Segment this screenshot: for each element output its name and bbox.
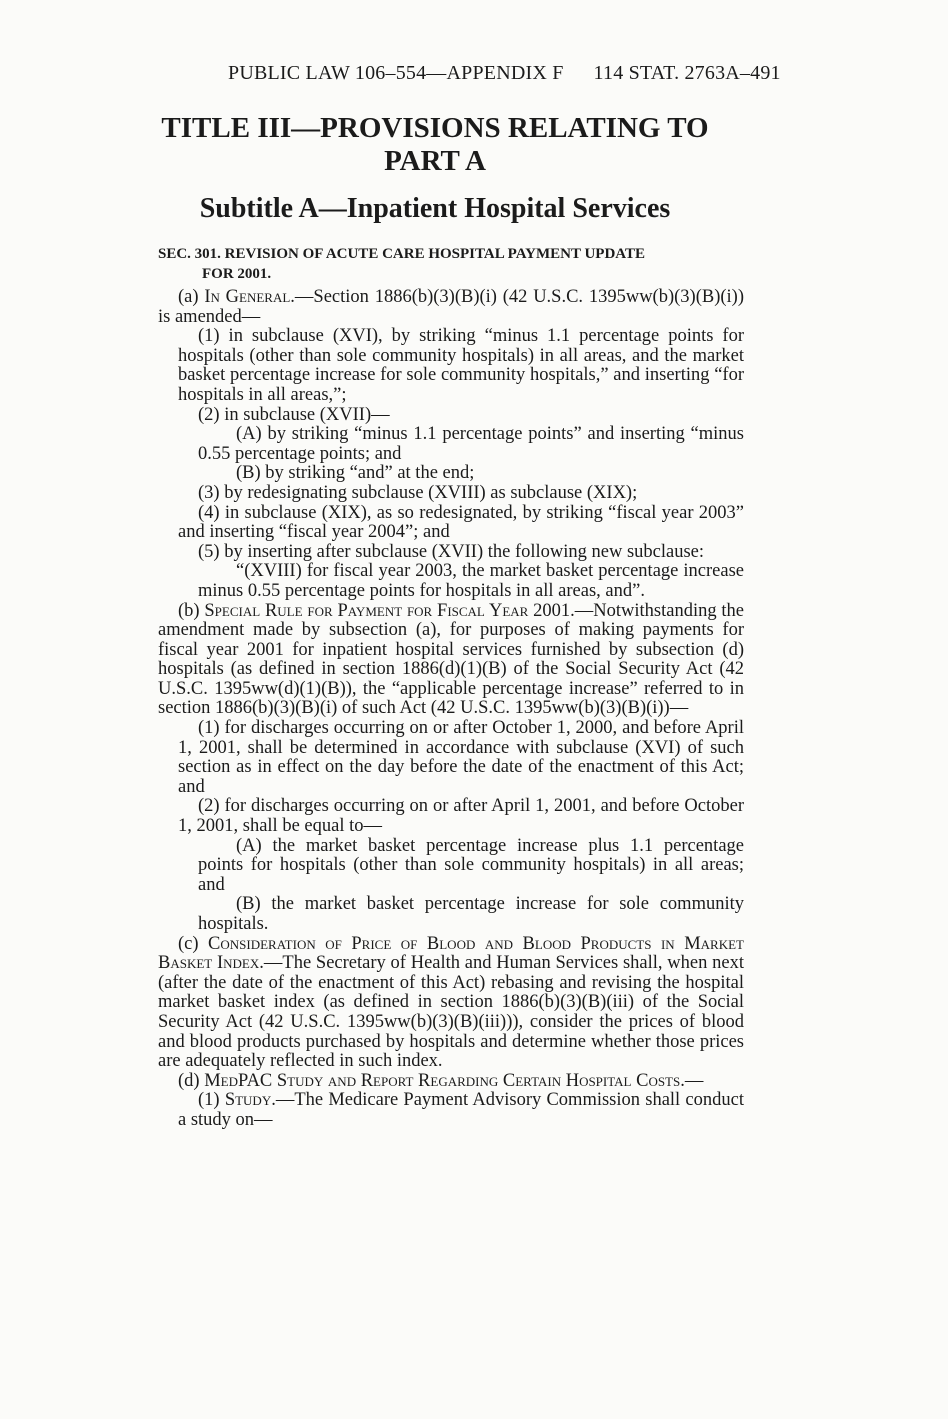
paragraph-a5: (5) by inserting after subclause (XVII) the following new subclause: <box>198 541 705 562</box>
section-heading-line-2: FOR 2001. <box>202 266 272 282</box>
subsection-b-caption: Special Rule for Payment for Fiscal Year 2001. <box>204 600 575 621</box>
subsection-c-text: —The Secretary of Health and Human Services shall, when next (after the date of the enactment of this Act) rebasing and revising the hospital market basket index (as defined in section 1886(b)(3)(B)(iii) of the Social Security Act (42 U.S.C. 1395ww(b)(3)(B)(iii))), consider the prices of blood and blood products purchased by hospitals and determine whether those prices are adequately reflected in such index. <box>158 953 744 1072</box>
subsection-a-caption: In General. <box>204 287 295 307</box>
subparagraph-a2B: (B) by striking “and” at the end; <box>236 463 475 484</box>
statute-citation: 114 STAT. 2763A–491 <box>593 62 781 84</box>
subsection-c <box>158 935 744 1072</box>
subsection-c-label: (c) <box>178 933 209 954</box>
paragraph-d1-label: (1) <box>198 1090 225 1111</box>
quoted-subclause-xviii: “(XVIII) for fiscal year 2003, the market basket percentage increase minus 0.55 percentage points for hospitals in all areas, and”. <box>198 561 744 601</box>
subsection-a-text: —Section 1886(b)(3)(B)(i) (42 U.S.C. 1395ww(b)(3)(B)(i)) is amended— <box>158 287 744 327</box>
paragraph-a3: (3) by redesignating subclause (XVIII) as subclause (XIX); <box>198 482 638 503</box>
subsection-d-caption: MedPAC Study and Report Regarding Certain Hospital Costs. <box>204 1070 685 1091</box>
public-law-citation: PUBLIC LAW 106–554—APPENDIX F <box>228 62 564 84</box>
title-line-1: TITLE III—PROVISIONS RELATING TO <box>161 112 709 144</box>
subparagraph-a2A: (A) by striking “minus 1.1 percentage points” and inserting “minus 0.55 percentage points; and <box>198 424 744 464</box>
subsection-b-text: —Notwithstanding the amendment made by subsection (a), for purposes of making payments for fiscal year 2001 for inpatient hospital services furnished by subsection (d) hospitals (as defined in section 1886(d)(1)(B) of the Social Security Act (42 U.S.C. 1395ww(d)(1)(B)), the “applicable percentage increase” referred to in section 1886(b)(3)(B)(i) of such Act (42 U.S.C. 1395ww(b)(3)(B)(i))— <box>158 600 744 719</box>
paragraph-d1 <box>158 1091 744 1130</box>
subsection-c-caption: Consideration of Price of Blood and Blood Products in Market Basket Index. <box>158 933 744 974</box>
paragraph-d1-caption: Study. <box>224 1090 276 1111</box>
subparagraph-b2A: (A) the market basket percentage increase plus 1.1 percentage points for hospitals (other than sole community hospitals) in all areas; and <box>198 835 744 895</box>
subsection-d-label: (d) <box>178 1070 205 1091</box>
paragraph-a2: (2) in subclause (XVII)— <box>198 404 390 425</box>
paragraph-a1: (1) in subclause (XVI), by striking “minus 1.1 percentage points for hospitals (other than sole community hospitals) in all areas, and the market basket percentage increase for sole community hospitals,” and inserting “for hospitals in all areas,”; <box>178 326 744 405</box>
title-heading <box>120 112 750 178</box>
subsection-b-label: (b) <box>178 600 205 621</box>
paragraph-a4: (4) in subclause (XIX), as so redesignated, by striking “fiscal year 2003” and inserting “fiscal year 2004”; and <box>178 502 744 543</box>
subsection-d-text: — <box>684 1070 704 1091</box>
paragraph-d1-text: —The Medicare Payment Advisory Commission shall conduct a study on— <box>178 1090 744 1130</box>
paragraph-b1: (1) for discharges occurring on or after October 1, 2000, and before April 1, 2001, shall be determined in accordance with subclause (XVI) of such section as in effect on the day before the date of the enactment of this Act; and <box>178 718 744 797</box>
subsection-a <box>158 288 744 327</box>
running-head <box>228 62 781 85</box>
section-body <box>158 288 744 1131</box>
subsection-b <box>158 602 744 720</box>
title-line-2: PART A <box>384 145 486 177</box>
section-heading <box>158 244 758 284</box>
paragraph-b2: (2) for discharges occurring on or after April 1, 2001, and before October 1, 2001, shall be equal to— <box>178 796 744 837</box>
subtitle-heading: Subtitle A—Inpatient Hospital Services <box>199 193 671 224</box>
subsection-a-label: (a) <box>178 287 205 307</box>
section-heading-line-1: SEC. 301. REVISION OF ACUTE CARE HOSPITAL PAYMENT UPDATE <box>158 246 646 262</box>
subparagraph-b2B: (B) the market basket percentage increase for sole community hospitals. <box>198 894 744 934</box>
subsection-d <box>158 1072 744 1092</box>
